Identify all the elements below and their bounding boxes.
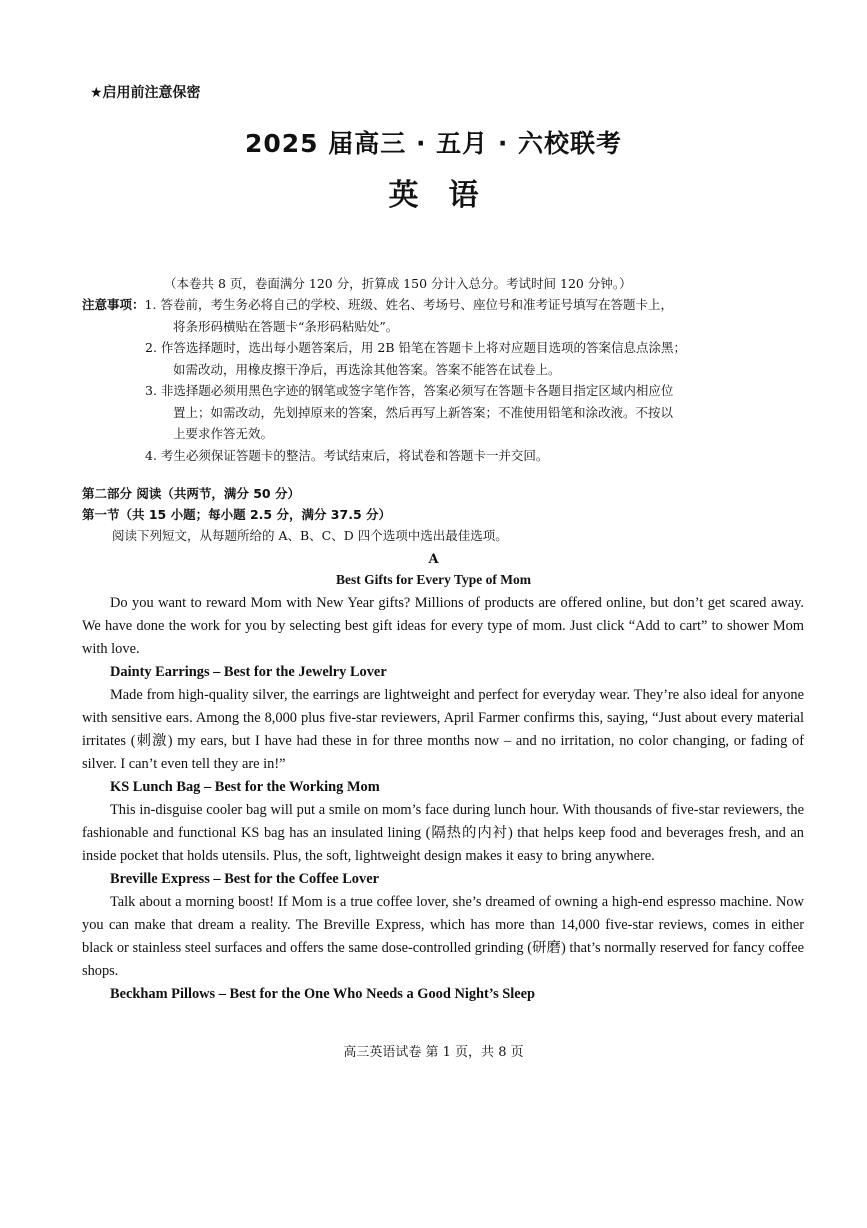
- passage-intro: Do you want to reward Mom with New Year gifts? Millions of products are offered online, but don’t get scared away. We have done the work for you by selecting best gift ideas for every type of mom. Just click “Add to cart” to shower Mom with love.: [82, 595, 804, 657]
- note-item-2: [82, 337, 802, 380]
- note-line: 如需改动，用橡皮擦干净后，再选涂其他答案。答案不能答在试卷上。: [173, 361, 561, 377]
- section-instruction: 阅读下列短文，从每题所给的 A、B、C、D 四个选项中选出最佳选项。: [112, 528, 508, 543]
- note-line: 置上；如需改动，先划掉原来的答案，然后再写上新答案；不准使用铅笔和涂改液。不按以: [173, 404, 674, 420]
- note-line: 将条形码横贴在答题卡“条形码粘贴处”。: [173, 318, 399, 334]
- note-item-3: [82, 380, 802, 445]
- notes-heading: 注意事项：: [82, 297, 145, 312]
- note-number: 4.: [145, 447, 157, 463]
- exam-title: 2025 届高三 · 五月 · 六校联考: [244, 129, 623, 158]
- note-line: 答卷前，考生务必将自己的学校、班级、姓名、考场号、座位号和准考证号填写在答题卡上，: [160, 297, 673, 312]
- notes-section: [82, 294, 802, 466]
- note-item-1: [82, 294, 802, 337]
- note-number: 2.: [145, 340, 157, 355]
- note-line: 作答选择题时，选出每小题答案后，用 2B 铅笔在答题卡上将对应题目选项的答案信息点涂黑；: [160, 340, 687, 355]
- item-heading: Beckham Pillows – Best for the One Who Needs a Good Night’s Sleep: [110, 986, 536, 1002]
- section-heading: 第一节（共 15 小题；每小题 2.5 分，满分 37.5 分）: [82, 507, 391, 522]
- passage-title: Best Gifts for Every Type of Mom: [336, 572, 531, 587]
- confidential-mark: ★启用前注意保密: [90, 85, 201, 101]
- note-line: 上要求作答无效。: [173, 426, 274, 441]
- subject-title: 英语: [388, 178, 509, 213]
- item-heading: Dainty Earrings – Best for the Jewelry Lover: [110, 664, 387, 680]
- item-text: This in-disguise cooler bag will put a smile on mom’s face during lunch hour. With thousands of five-star reviewers, the fashionable and functional KS bag has an insulated lining (隔热的内衬) that helps keep food and beverages fresh, and an inside pocket that holds utensils. Plus, the soft, lightweight design makes it easy to bring anywhere.: [82, 802, 804, 864]
- passage-body: [82, 592, 804, 1006]
- note-item-4: [82, 445, 802, 467]
- passage-letter: A: [428, 552, 439, 567]
- note-line: 考生必须保证答题卡的整洁。考试结束后，将试卷和答题卡一并交回。: [160, 447, 549, 463]
- exam-info: （本卷共 8 页，卷面满分 120 分，折算成 150 分计入总分。考试时间 120 分钟。）: [164, 276, 632, 291]
- page-footer: 高三英语试卷 第 1 页，共 8 页: [343, 1045, 524, 1060]
- item-heading: Breville Express – Best for the Coffee Lover: [110, 871, 379, 887]
- item-text: Made from high-quality silver, the earrings are lightweight and perfect for everyday wear. They’re also ideal for anyone with sensitive ears. Among the 8,000 plus five-star reviewers, April Farmer confirms this, saying, “Just about every material irritates (刺激) my ears, but I have had these in for three months now – and no irritation, no color changing, or fading of silver. I can’t even tell they are in!”: [82, 687, 804, 772]
- item-heading: KS Lunch Bag – Best for the Working Mom: [110, 779, 380, 795]
- part-heading: 第二部分 阅读（共两节，满分 50 分）: [82, 486, 300, 501]
- note-line: 非选择题必须用黑色字迹的钢笔或签字笔作答，答案必须写在答题卡各题目指定区域内相应位: [160, 383, 674, 398]
- item-text: Talk about a morning boost! If Mom is a true coffee lover, she’s dreamed of owning a high-end espresso machine. Now you can make that dream a reality. The Breville Express, which has more than 14,000 five-star reviews, comes in either black or stainless steel surfaces and offers the same dose-controlled grinding (研磨) that’s normally reserved for fancy coffee shops.: [82, 894, 804, 979]
- note-number: 1.: [144, 297, 157, 312]
- note-number: 3.: [145, 383, 157, 398]
